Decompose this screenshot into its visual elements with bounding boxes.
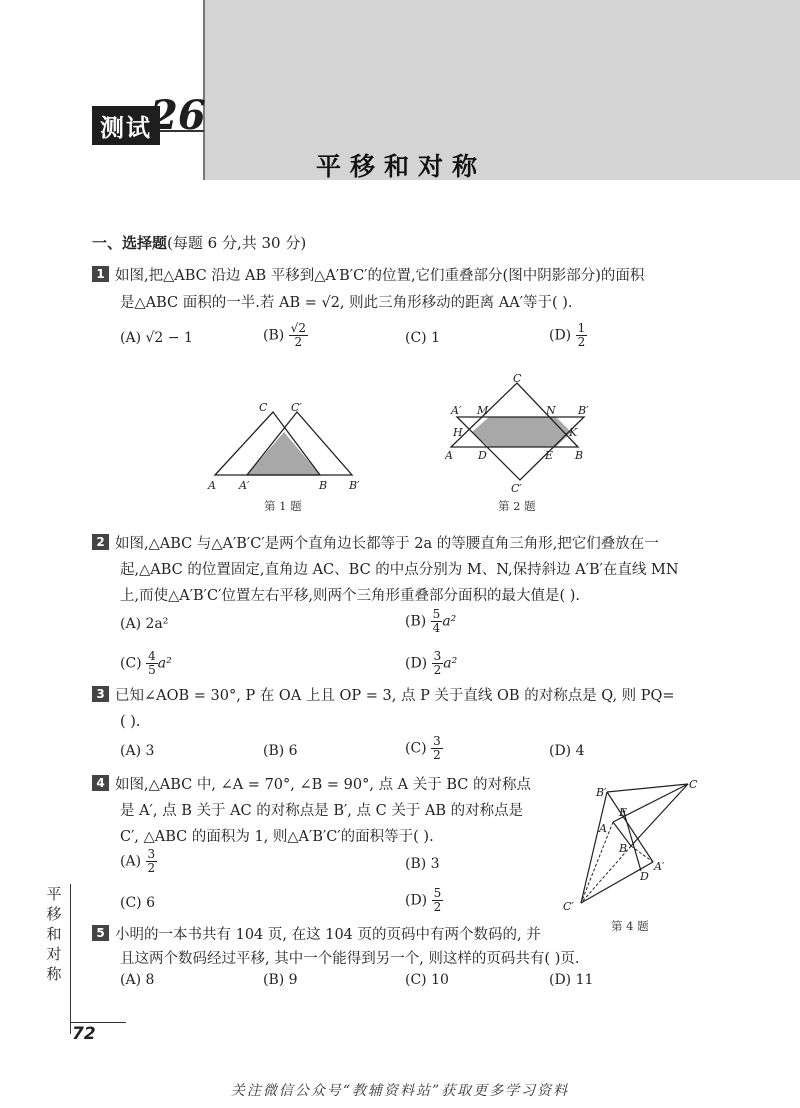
q3-line2: ( ). <box>120 714 141 730</box>
q1-option-b: (B) $\frac{√2}{2}$ <box>263 321 306 349</box>
fig1-label-c1: C′ <box>291 401 302 414</box>
q4-line2: 是 A′, 点 B 关于 AC 的对称点是 B′, 点 C 关于 AB 的对称点是 <box>120 803 524 819</box>
test-number: 26 <box>150 92 206 139</box>
q4-option-b: (B) 3 <box>405 856 440 872</box>
fig2-label-k: K <box>569 426 578 439</box>
q4-line3: C′, △ABC 的面积为 1, 则△A′B′C′的面积等于( ). <box>120 829 434 845</box>
fig2-label-a: A <box>445 449 453 462</box>
q5-number: 5 <box>92 925 109 941</box>
fig2-label-b: B <box>575 449 584 462</box>
q1-option-d: (D) $\frac{1}{2}$ <box>549 321 586 349</box>
fig1-label-b: B <box>319 479 328 492</box>
q3-line1: 3 已知∠AOB = 30°, P 在 OA 上且 OP = 3, 点 P 关于直线 OB 的对称点是 Q, 则 PQ= <box>92 683 675 709</box>
page-number-rule <box>70 1022 126 1023</box>
header-band <box>204 0 800 180</box>
q3-option-a: (A) 3 <box>120 743 155 759</box>
q5-line1: 5 小明的一本书共有 104 页, 在这 104 页的页码中有两个数码的, 并 <box>92 922 541 948</box>
fig1-label-c: C <box>259 401 268 414</box>
fig4-label-b: B <box>619 842 628 855</box>
section-title: 一、选择题 <box>92 234 168 252</box>
side-tab-rule <box>70 884 71 1034</box>
fig2-label-a1: A′ <box>451 404 462 417</box>
q1-number: 1 <box>92 266 109 282</box>
test-label: 测试 <box>92 106 160 145</box>
fig2-label-d: D <box>478 449 487 462</box>
q5-line2: 且这两个数码经过平移, 其中一个能得到另一个, 则这样的页码共有( )页. <box>120 951 580 967</box>
q2-option-d: (D) $\frac{3}{2}$ a² <box>405 649 458 677</box>
fig2-label-e: E <box>545 449 554 462</box>
q5-option-a: (A) 8 <box>120 972 155 988</box>
figure-4 <box>555 770 700 915</box>
q2-number: 2 <box>92 534 109 550</box>
q3-number: 3 <box>92 686 109 702</box>
fig2-label-c1: C′ <box>511 482 522 495</box>
q5-option-b: (B) 9 <box>263 972 298 988</box>
fig4-label-c1: C′ <box>563 900 574 913</box>
footer-note: 关注微信公众号“教辅资料站”获取更多学习资料 <box>230 1083 570 1099</box>
section-note: (每题 6 分,共 30 分) <box>167 234 307 252</box>
fig2-label-m: M <box>477 404 489 417</box>
fig4-caption: 第 4 题 <box>611 919 649 933</box>
fig1-caption: 第 1 题 <box>264 499 302 513</box>
q3-option-d: (D) 4 <box>549 743 585 759</box>
q2-line3: 上,而使△A′B′C′位置左右平移,则两个三角形重叠部分面积的最大值是( ). <box>120 588 580 604</box>
fig2-label-n: N <box>546 404 556 417</box>
fig4-label-c: C <box>689 778 698 791</box>
fig1-label-b1: B′ <box>349 479 360 492</box>
fig4-label-b1: B′ <box>596 786 607 799</box>
page-number: 72 <box>72 1024 96 1044</box>
page-title: 平移和对称 <box>316 152 487 181</box>
figure-1 <box>205 395 370 495</box>
q1-option-a: (A) √2 − 1 <box>120 330 193 346</box>
q4-option-c: (C) 6 <box>120 895 155 911</box>
q3-option-b: (B) 6 <box>263 743 298 759</box>
q4-option-d: (D) $\frac{5}{2}$ <box>405 886 442 914</box>
q2-option-a: (A) 2a² <box>120 616 169 632</box>
fig4-label-a: A <box>599 822 607 835</box>
q1-option-c: (C) 1 <box>405 330 440 346</box>
side-tab: 平 移 和 对 称 <box>46 885 62 983</box>
section-heading <box>92 232 306 253</box>
q2-option-c: (C) $\frac{4}{5}$ a² <box>120 649 172 677</box>
fig4-label-a1: A′ <box>654 860 665 873</box>
fig2-label-b1: B′ <box>578 404 589 417</box>
figure-2 <box>445 370 600 500</box>
q5-option-c: (C) 10 <box>405 972 449 988</box>
fig4-seg-a1b1 <box>607 792 653 862</box>
fig4-label-e: E <box>619 806 628 819</box>
fig2-caption: 第 2 题 <box>498 499 536 513</box>
fig2-label-h: H <box>453 426 463 439</box>
q4-number: 4 <box>92 775 109 791</box>
q1-line2: 是△ABC 面积的一半.若 AB = √2, 则此三角形移动的距离 AA′等于( ). <box>120 295 573 311</box>
fig1-overlap <box>247 432 320 475</box>
fig2-label-c: C <box>513 372 522 385</box>
fig4-label-d: D <box>640 870 649 883</box>
q3-option-c: (C) $\frac{3}{2}$ <box>405 734 441 762</box>
q1-line1: 1 如图,把△ABC 沿边 AB 平移到△A′B′C′的位置,它们重叠部分(图中阴影部分)的面积 <box>92 263 644 289</box>
fig4-seg-cb <box>631 784 688 846</box>
fig2-overlap <box>472 417 571 447</box>
fig1-label-a: A <box>208 479 216 492</box>
q4-option-a: (A) $\frac{3}{2}$ <box>120 847 156 875</box>
q5-option-d: (D) 11 <box>549 972 594 988</box>
fig1-label-a1: A′ <box>239 479 250 492</box>
q4-line1: 4 如图,△ABC 中, ∠A = 70°, ∠B = 90°, 点 A 关于 BC 的对称点 <box>92 772 531 798</box>
header-divider <box>203 0 205 180</box>
q2-line1: 2 如图,△ABC 与△A′B′C′是两个直角边长都等于 2a 的等腰直角三角形,把它们叠放在一 <box>92 531 659 557</box>
q2-line2: 起,△ABC 的位置固定,直角边 AC、BC 的中点分别为 M、N,保持斜边 A′B′在直线 MN <box>120 562 679 578</box>
q2-option-b: (B) $\frac{5}{4}$ a² <box>405 607 457 635</box>
